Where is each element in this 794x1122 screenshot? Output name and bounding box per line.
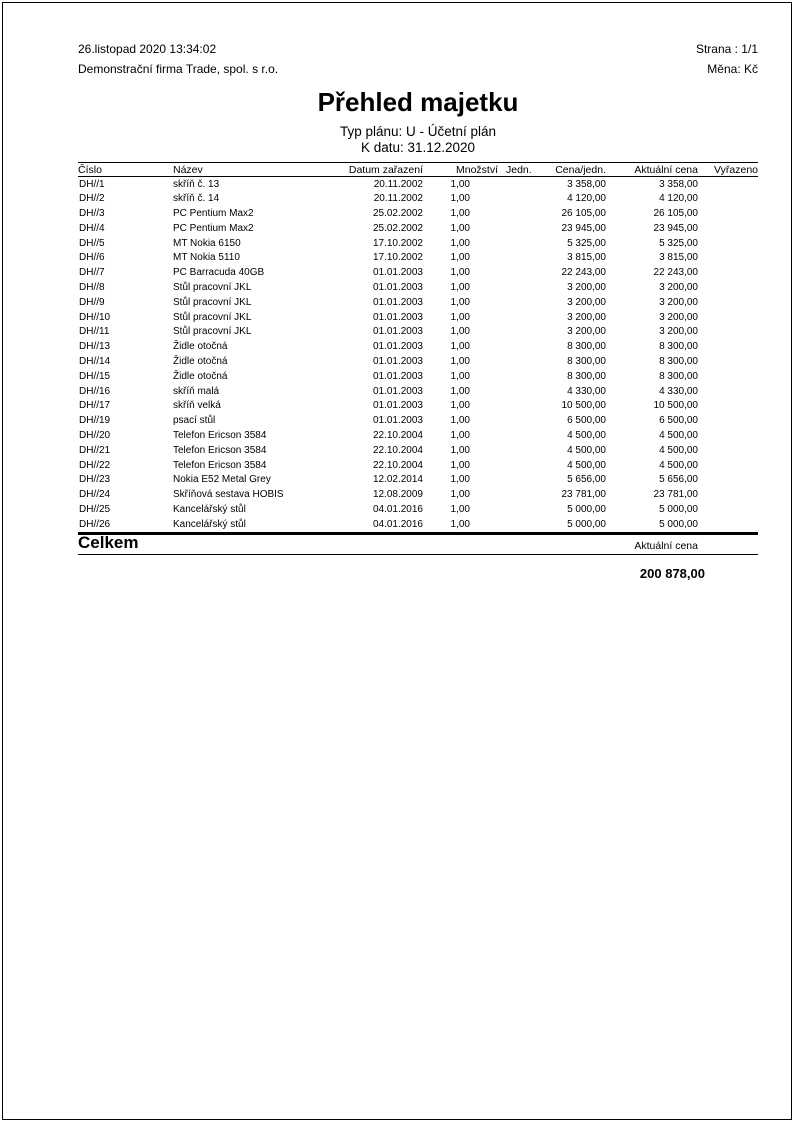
table-cell: Stůl pracovní JKL [173, 281, 252, 293]
table-cell: 4 120,00 [659, 193, 698, 205]
table-cell: 5 000,00 [659, 518, 698, 530]
table-cell: DH//9 [79, 296, 105, 308]
table-cell: 1,00 [450, 400, 470, 412]
table-cell: 4 500,00 [659, 459, 698, 471]
table-cell: DH//10 [79, 311, 111, 323]
table-cell: 4 500,00 [567, 444, 606, 456]
table-cell: 3 200,00 [659, 296, 698, 308]
table-cell: 3 200,00 [659, 281, 698, 293]
table-cell: 25.02.2002 [372, 207, 423, 219]
table-cell: 23 945,00 [561, 222, 606, 234]
table-cell: 1,00 [450, 444, 470, 456]
table-cell: Stůl pracovní JKL [173, 296, 252, 308]
table-cell: DH//11 [79, 326, 110, 338]
table-cell [698, 458, 758, 473]
table-cell: Stůl pracovní JKL [173, 326, 252, 338]
table-cell: 1,00 [450, 296, 470, 308]
table-cell: 10 500,00 [561, 400, 606, 412]
table-cell: 5 325,00 [567, 237, 606, 249]
table-row [78, 221, 758, 236]
table-cell [498, 206, 538, 221]
table-cell [498, 177, 538, 192]
table-cell [698, 221, 758, 236]
total-header-row [78, 532, 758, 555]
table-cell: DH//1 [79, 178, 105, 190]
table-cell: 04.01.2016 [372, 518, 423, 530]
table-row [78, 443, 758, 458]
table-cell: DH//19 [79, 415, 111, 427]
table-cell: 01.01.2003 [372, 311, 423, 323]
table-cell [498, 502, 538, 517]
table-cell: 1,00 [450, 385, 470, 397]
column-header-vyrazeno: Vyřazeno [698, 163, 758, 177]
table-cell: 3 358,00 [659, 178, 698, 190]
table-cell: PC Pentium Max2 [173, 207, 254, 219]
page-title: Přehled majetku [317, 87, 519, 117]
table-cell [698, 280, 758, 295]
table-cell: DH//24 [79, 489, 111, 501]
column-header-jedn: Jedn. [498, 163, 538, 177]
total-value: 200 878,00 [639, 565, 705, 581]
meta-row-top [78, 39, 758, 59]
asset-table-body [78, 177, 758, 532]
table-cell: MT Nokia 5110 [173, 252, 240, 264]
table-cell: 01.01.2003 [372, 400, 423, 412]
table-cell [698, 384, 758, 399]
currency-label: Měna: Kč [707, 62, 758, 76]
table-row [78, 472, 758, 487]
table-cell [698, 295, 758, 310]
table-cell: DH//21 [79, 444, 111, 456]
table-cell: skříň velká [173, 400, 221, 412]
table-cell: 5 000,00 [659, 503, 698, 515]
table-cell: Kancelářský stůl [173, 503, 246, 515]
table-cell [698, 339, 758, 354]
table-cell [698, 250, 758, 265]
table-cell: 01.01.2003 [372, 296, 423, 308]
table-cell: 4 330,00 [659, 385, 698, 397]
table-cell: DH//3 [79, 207, 105, 219]
table-cell [498, 428, 538, 443]
column-header-cena-jedn: Cena/jedn. [538, 163, 606, 177]
report-content [78, 3, 758, 581]
table-cell [498, 310, 538, 325]
meta-row-bottom [78, 59, 758, 79]
table-cell: 25.02.2002 [372, 222, 423, 234]
table-cell: DH//16 [79, 385, 111, 397]
table-cell [698, 354, 758, 369]
table-cell: 1,00 [450, 474, 470, 486]
table-cell [498, 236, 538, 251]
table-cell: DH//4 [79, 222, 105, 234]
table-cell: 4 500,00 [567, 429, 606, 441]
table-cell: 6 500,00 [567, 415, 606, 427]
table-cell: 1,00 [450, 193, 470, 205]
table-cell: Telefon Ericson 3584 [173, 459, 267, 471]
column-header-aktualni-cena: Aktuální cena [606, 163, 698, 177]
table-cell: psací stůl [173, 415, 216, 427]
table-cell: 23 781,00 [653, 489, 698, 501]
table-cell: 01.01.2003 [372, 281, 423, 293]
table-cell [498, 398, 538, 413]
table-cell: DH//17 [79, 400, 111, 412]
table-cell: 12.02.2014 [372, 474, 423, 486]
table-cell: 3 815,00 [659, 252, 698, 264]
table-cell [498, 487, 538, 502]
table-cell: 01.01.2003 [372, 341, 423, 353]
table-cell: DH//25 [79, 503, 111, 515]
table-cell: 5 656,00 [567, 474, 606, 486]
total-column-label: Aktuální cena [634, 539, 698, 552]
table-row [78, 354, 758, 369]
table-cell: 1,00 [450, 207, 470, 219]
table-cell: 1,00 [450, 281, 470, 293]
table-cell [698, 177, 758, 192]
table-cell [698, 310, 758, 325]
total-section [78, 532, 758, 581]
table-cell: 1,00 [450, 429, 470, 441]
column-header-cislo: Číslo [78, 163, 173, 177]
table-cell: 1,00 [450, 489, 470, 501]
table-cell: DH//23 [79, 474, 111, 486]
table-cell: 20.11.2002 [373, 193, 423, 205]
table-cell: Telefon Ericson 3584 [173, 444, 267, 456]
table-cell: 17.10.2002 [372, 237, 423, 249]
table-cell: 5 000,00 [567, 503, 606, 515]
table-row [78, 339, 758, 354]
table-header-row [78, 163, 758, 177]
table-cell [498, 354, 538, 369]
table-cell: 1,00 [450, 370, 470, 382]
table-row [78, 384, 758, 399]
table-cell: 1,00 [450, 237, 470, 249]
table-cell [498, 458, 538, 473]
table-cell: DH//8 [79, 281, 105, 293]
table-cell: PC Pentium Max2 [173, 222, 254, 234]
table-cell: 1,00 [450, 355, 470, 367]
table-row [78, 487, 758, 502]
table-cell: 1,00 [450, 518, 470, 530]
table-cell [498, 384, 538, 399]
table-row [78, 206, 758, 221]
plan-type-line: Typ plánu: U - Účetní plán [339, 124, 497, 139]
table-row [78, 428, 758, 443]
table-cell: 20.11.2002 [373, 178, 423, 190]
table-cell: Skříňová sestava HOBIS [173, 489, 284, 501]
table-cell [698, 191, 758, 206]
table-cell [698, 398, 758, 413]
report-page [2, 2, 792, 1120]
table-cell [698, 265, 758, 280]
table-cell: 12.08.2009 [372, 489, 423, 501]
table-cell: 01.01.2003 [372, 370, 423, 382]
table-cell: DH//13 [79, 341, 111, 353]
table-cell [698, 517, 758, 532]
table-cell: 1,00 [450, 459, 470, 471]
table-cell: DH//26 [79, 518, 111, 530]
table-cell: 1,00 [450, 415, 470, 427]
table-cell: Kancelářský stůl [173, 518, 246, 530]
table-cell: 22.10.2004 [372, 459, 423, 471]
total-label: Celkem [78, 532, 139, 552]
table-row [78, 413, 758, 428]
table-row [78, 177, 758, 192]
table-row [78, 250, 758, 265]
table-cell: 3 815,00 [567, 252, 606, 264]
table-cell: skříň č. 13 [173, 178, 220, 190]
table-cell [498, 324, 538, 339]
table-cell: 01.01.2003 [372, 355, 423, 367]
table-cell: 3 200,00 [659, 311, 698, 323]
table-cell [498, 280, 538, 295]
table-cell: Židle otočná [173, 341, 228, 353]
table-row [78, 398, 758, 413]
company-name: Demonstrační firma Trade, spol. s r.o. [78, 62, 279, 76]
table-cell: 23 781,00 [561, 489, 606, 501]
table-cell: 1,00 [450, 178, 470, 190]
table-cell: DH//7 [79, 267, 105, 279]
table-cell [698, 487, 758, 502]
table-row [78, 191, 758, 206]
table-cell [498, 265, 538, 280]
table-cell: DH//6 [79, 252, 105, 264]
table-row [78, 310, 758, 325]
table-cell: 22.10.2004 [372, 444, 423, 456]
table-cell [498, 221, 538, 236]
table-cell [498, 413, 538, 428]
table-cell [698, 472, 758, 487]
table-cell: 5 656,00 [659, 474, 698, 486]
table-row [78, 295, 758, 310]
table-cell: PC Barracuda 40GB [173, 267, 265, 279]
table-cell: 01.01.2003 [372, 326, 423, 338]
table-cell: Stůl pracovní JKL [173, 311, 252, 323]
table-row [78, 369, 758, 384]
table-cell [498, 295, 538, 310]
table-cell: 5 325,00 [659, 237, 698, 249]
column-header-datum-zarazeni: Datum zařazení [335, 163, 423, 177]
table-cell: 4 500,00 [659, 429, 698, 441]
table-cell: 3 358,00 [567, 178, 606, 190]
table-cell: Telefon Ericson 3584 [173, 429, 267, 441]
as-of-date-line: K datu: 31.12.2020 [360, 140, 476, 155]
table-cell [498, 369, 538, 384]
table-cell: 10 500,00 [653, 400, 698, 412]
table-row [78, 502, 758, 517]
column-header-nazev: Název [173, 163, 335, 177]
table-cell: 3 200,00 [567, 296, 606, 308]
table-cell: 5 000,00 [567, 518, 606, 530]
table-row [78, 458, 758, 473]
table-cell: 4 500,00 [659, 444, 698, 456]
table-cell [498, 443, 538, 458]
table-cell: 1,00 [450, 267, 470, 279]
table-cell: 26 105,00 [653, 207, 698, 219]
table-cell: 4 120,00 [567, 193, 606, 205]
table-cell: DH//2 [79, 193, 105, 205]
table-cell: MT Nokia 6150 [173, 237, 241, 249]
table-cell: 3 200,00 [659, 326, 698, 338]
table-cell: 22.10.2004 [372, 429, 423, 441]
table-cell: skříň č. 14 [173, 193, 220, 205]
table-cell: 22 243,00 [561, 267, 606, 279]
table-cell: 3 200,00 [567, 326, 606, 338]
table-cell [698, 413, 758, 428]
page-number: Strana : 1/1 [695, 42, 758, 56]
table-cell: 1,00 [450, 311, 470, 323]
table-cell [498, 250, 538, 265]
table-cell: DH//14 [79, 355, 111, 367]
table-cell: DH//15 [79, 370, 111, 382]
table-row [78, 517, 758, 532]
table-cell: 3 200,00 [567, 281, 606, 293]
table-cell: 8 300,00 [567, 355, 606, 367]
table-cell [698, 428, 758, 443]
table-cell [698, 206, 758, 221]
table-cell [498, 472, 538, 487]
table-cell: 1,00 [450, 252, 470, 264]
table-cell [698, 502, 758, 517]
table-cell: 26 105,00 [561, 207, 606, 219]
table-cell: 22 243,00 [653, 267, 698, 279]
table-cell: Židle otočná [173, 355, 228, 367]
table-cell: 8 300,00 [659, 355, 698, 367]
print-datetime: 26.listopad 2020 13:34:02 [78, 42, 217, 56]
table-cell: DH//22 [79, 459, 111, 471]
table-cell [498, 339, 538, 354]
table-cell [498, 191, 538, 206]
table-cell [698, 369, 758, 384]
table-cell: Nokia E52 Metal Grey [173, 474, 271, 486]
table-cell: 8 300,00 [659, 341, 698, 353]
table-cell: 01.01.2003 [372, 385, 423, 397]
table-cell [498, 517, 538, 532]
column-header-mnozstvi: Množství [423, 163, 498, 177]
table-cell: 04.01.2016 [372, 503, 423, 515]
table-cell: 17.10.2002 [372, 252, 423, 264]
table-row [78, 324, 758, 339]
table-cell: 23 945,00 [653, 222, 698, 234]
table-cell: Židle otočná [173, 370, 228, 382]
table-cell: 8 300,00 [567, 370, 606, 382]
table-cell: 8 300,00 [567, 341, 606, 353]
table-cell [698, 236, 758, 251]
table-row [78, 236, 758, 251]
table-cell [698, 324, 758, 339]
table-cell: 4 500,00 [567, 459, 606, 471]
table-row [78, 280, 758, 295]
table-cell: 6 500,00 [659, 415, 698, 427]
table-cell: 01.01.2003 [372, 415, 423, 427]
table-row [78, 265, 758, 280]
table-cell: 01.01.2003 [372, 267, 423, 279]
table-cell: 1,00 [450, 503, 470, 515]
table-cell: 3 200,00 [567, 311, 606, 323]
table-cell: 1,00 [450, 326, 470, 338]
table-cell: 4 330,00 [567, 385, 606, 397]
asset-table [78, 162, 758, 532]
table-cell [698, 443, 758, 458]
table-cell: 1,00 [450, 222, 470, 234]
table-cell: 1,00 [450, 341, 470, 353]
table-cell: skříň malá [173, 385, 220, 397]
table-cell: DH//5 [79, 237, 105, 249]
table-cell: 8 300,00 [659, 370, 698, 382]
table-cell: DH//20 [79, 429, 111, 441]
